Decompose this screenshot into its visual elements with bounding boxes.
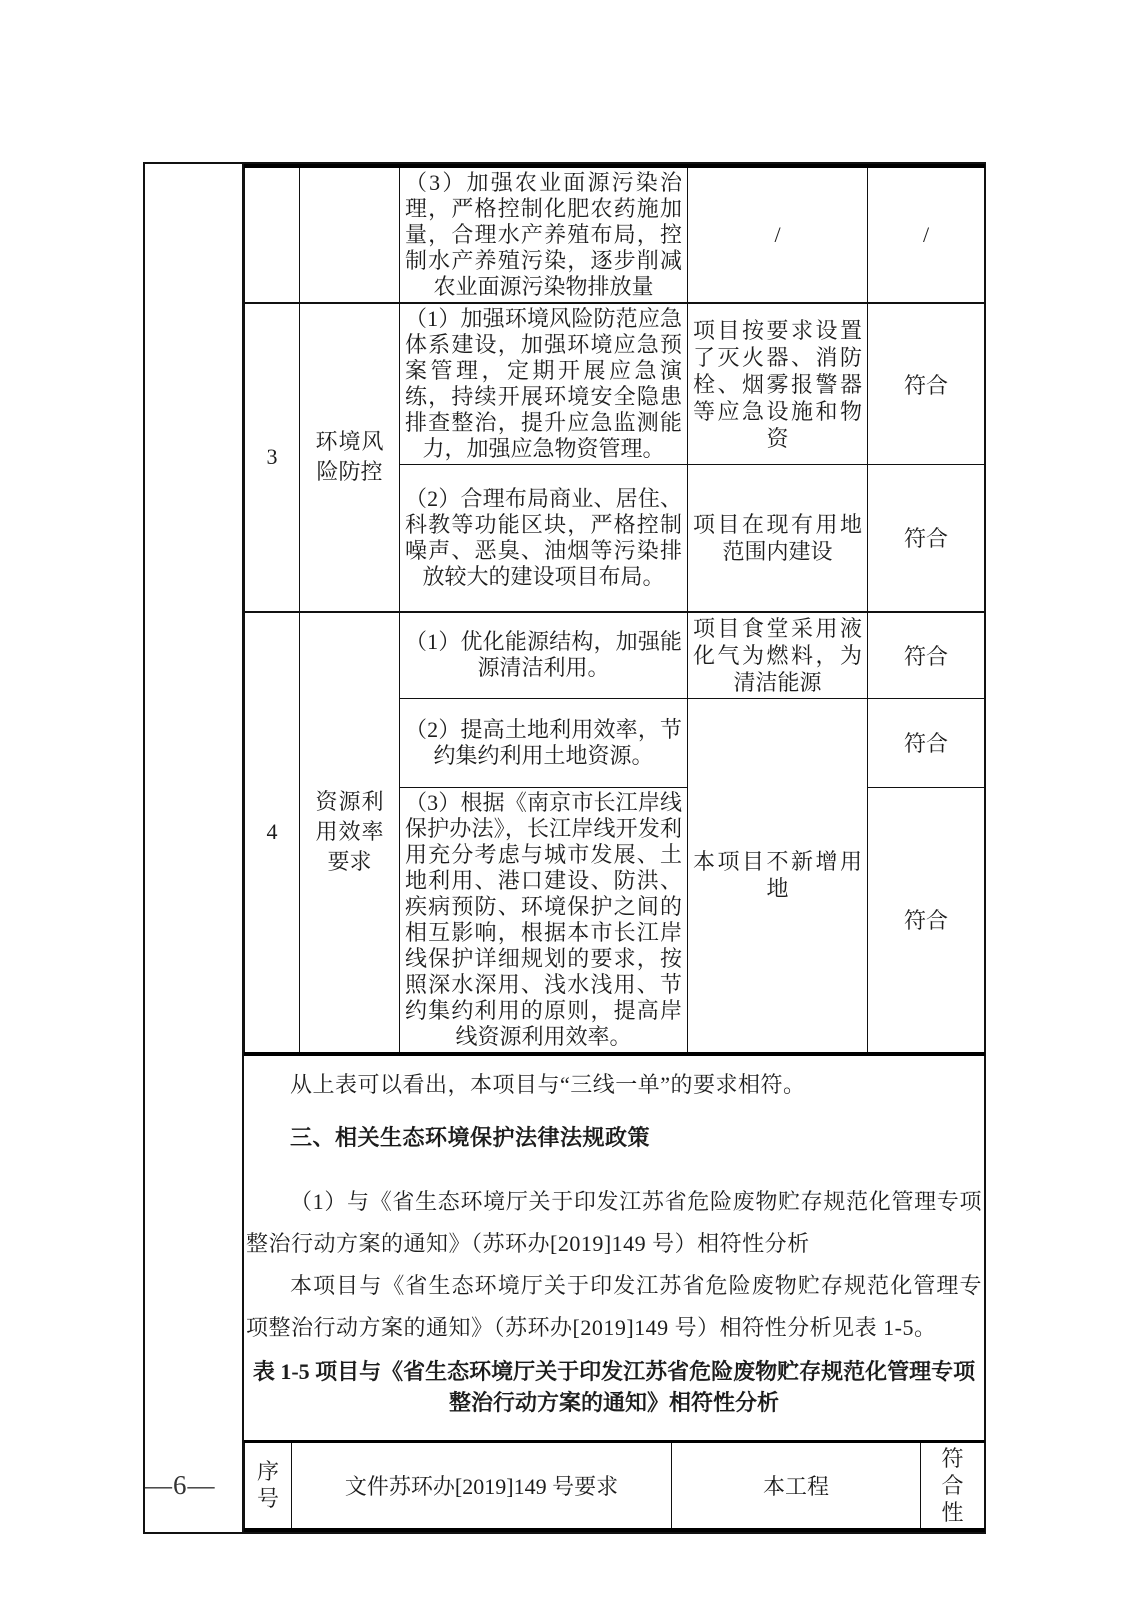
- conformity-cell: 符合: [868, 465, 985, 612]
- seq-cell: 4: [245, 612, 300, 1054]
- paragraph-2: 本项目与《省生态环境厅关于印发江苏省危险废物贮存规范化管理专项整治行动方案的通知》（苏环办[2019]149 号）相符性分析见表 1-5。: [246, 1272, 982, 1340]
- header-conformity: [921, 1441, 985, 1530]
- table15-caption: 表 1-5 项目与《省生态环境厅关于印发江苏省危险废物贮存规范化管理专项整治行动方案的通知》相符性分析: [252, 1358, 976, 1415]
- header-seq-label: 序号: [256, 1459, 279, 1511]
- requirement-cell: （3）加强农业面源污染治理，严格控制化肥农药施加量，合理水产养殖布局，控制水产养殖污染，逐步削减农业面源污染物排放量: [400, 166, 688, 303]
- table15-header: [244, 1440, 985, 1532]
- seq-cell: 3: [245, 303, 300, 612]
- seq-cell: [245, 166, 300, 303]
- conformity-cell: 符合: [868, 787, 985, 1054]
- header-seq: [245, 1441, 292, 1530]
- table-row: [245, 166, 985, 303]
- project-cell-merged: 本项目不新增用地: [688, 698, 868, 1054]
- conformity-cell: /: [868, 166, 985, 303]
- outer-table-left-column: [145, 164, 244, 1532]
- conformity-cell: 符合: [868, 698, 985, 787]
- category-label: 资源利用效率要求: [315, 789, 384, 874]
- project-cell: 项目按要求设置了灭火器、消防栓、烟雾报警器等应急设施和物资: [688, 303, 868, 465]
- table-header-row: [245, 1441, 985, 1530]
- requirement-cell: （3）根据《南京市长江岸线保护办法》，长江岸线开发利用充分考虑与城市发展、土地利用、港口建设、防洪、疾病预防、环境保护之间的相互影响，根据本市长江岸线保护详细规划的要求，按照深水深用、浅水浅用、节约集约利用的原则，提高岸线资源利用效率。: [400, 787, 688, 1054]
- table-row: [245, 612, 985, 699]
- page-number: —6—: [145, 1470, 216, 1500]
- section-heading: 三、相关生态环境保护法律法规政策: [290, 1124, 651, 1150]
- category-cell: [300, 166, 400, 303]
- requirement-cell: （1）加强环境风险防范应急体系建设，加强环境应急预案管理，定期开展应急演练，持续开展环境安全隐患排查整治，提升应急监测能力，加强应急物资管理。: [400, 303, 688, 465]
- summary-paragraph: 从上表可以看出，本项目与“三线一单”的要求相符。: [290, 1071, 806, 1097]
- requirement-cell: （1）优化能源结构，加强能源清洁利用。: [400, 612, 688, 699]
- header-requirement: 文件苏环办[2019]149 号要求: [292, 1441, 672, 1530]
- category-cell: [300, 612, 400, 1054]
- paragraph-1: （1）与《省生态环境厅关于印发江苏省危险废物贮存规范化管理专项整治行动方案的通知》（苏环办[2019]149 号）相符性分析: [246, 1188, 982, 1256]
- project-cell: 项目在现有用地范围内建设: [688, 465, 868, 612]
- conformity-cell: 符合: [868, 612, 985, 699]
- header-project: 本工程: [672, 1441, 921, 1530]
- category-cell: [300, 303, 400, 612]
- requirement-cell: （2）合理布局商业、居住、科教等功能区块，严格控制噪声、恶臭、油烟等污染排放较大的建设项目布局。: [400, 465, 688, 612]
- requirement-cell: （2）提高土地利用效率，节约集约利用土地资源。: [400, 698, 688, 787]
- conformity-cell: 符合: [868, 303, 985, 465]
- body-text-block: [244, 1065, 984, 1418]
- category-label: 环境风险防控: [315, 429, 384, 485]
- outer-table-frame: [143, 162, 986, 1534]
- compliance-table: [244, 164, 985, 1056]
- project-cell: /: [688, 166, 868, 303]
- page-content-area: [244, 164, 984, 1532]
- project-cell: 项目食堂采用液化气为燃料，为清洁能源: [688, 612, 868, 699]
- table-row: [245, 303, 985, 465]
- header-conformity-label: 符合性: [941, 1445, 964, 1525]
